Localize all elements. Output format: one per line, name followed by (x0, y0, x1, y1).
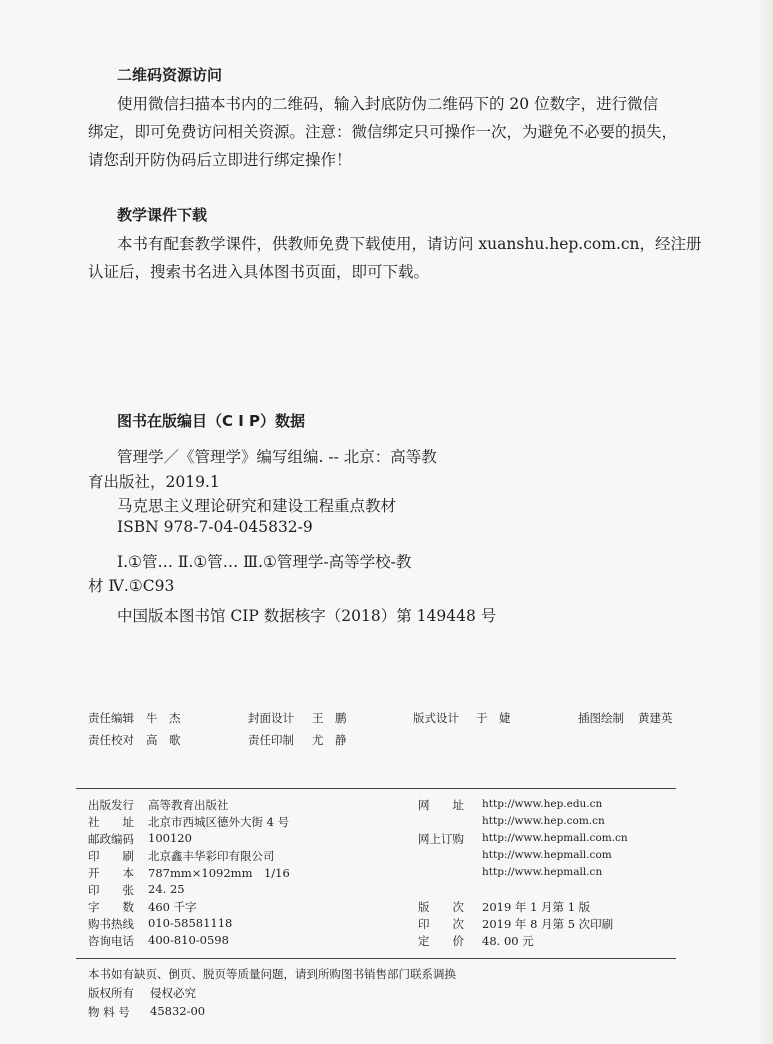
pub-web-label: 网 址 (418, 798, 464, 812)
pub-label: 邮政编码 (88, 832, 134, 846)
pub-label: 字 数 (88, 900, 134, 914)
page-edge-shadow (760, 0, 773, 1044)
pub-label: 咨询电话 (88, 934, 134, 948)
pub-label: 开 本 (88, 866, 134, 880)
cip-approval: 中国版本图书馆 CIP 数据核字（2018）第 149448 号 (117, 607, 497, 625)
qr-heading: 二维码资源访问 (117, 66, 223, 84)
credit-role: 版式设计 (413, 711, 459, 725)
qr-line-1: 使用微信扫描本书内的二维码，输入封底防伪二维码下的 20 位数字，进行微信 (117, 95, 659, 113)
pub-order-url: http://www.hepmall.com (482, 849, 612, 861)
pub-price-label: 定 价 (418, 934, 464, 948)
pub-value: 400-810-0598 (148, 933, 229, 947)
pub-value: 787mm×1092mm 1/16 (148, 866, 290, 880)
pub-order-url: http://www.hepmall.com.cn (482, 832, 628, 844)
pub-value: 460 千字 (148, 900, 197, 914)
pub-printing: 2019 年 8 月第 5 次印刷 (482, 917, 614, 931)
pub-value: 北京市西城区德外大街 4 号 (148, 815, 290, 829)
cip-line-1: 管理学／《管理学》编写组编. -- 北京：高等教 (117, 448, 437, 466)
credit-name: 于 婕 (476, 711, 511, 725)
cip-line-3: 马克思主义理论研究和建设工程重点教材 (117, 497, 397, 515)
material-number: 45832-00 (150, 1004, 206, 1018)
pub-order-url: http://www.hepmall.cn (482, 866, 603, 878)
pub-price: 48. 00 元 (482, 934, 534, 948)
credit-role: 责任编辑 (88, 711, 134, 725)
pub-web-url: http://www.hep.edu.cn (482, 798, 603, 810)
credit-name: 高 歌 (146, 733, 181, 747)
pub-edition: 2019 年 1 月第 1 版 (482, 900, 591, 914)
cip-isbn: ISBN 978-7-04-045832-9 (117, 518, 313, 536)
credit-name: 尤 静 (312, 733, 347, 747)
pub-order-label: 网上订购 (418, 832, 464, 846)
qr-line-2: 绑定，即可免费访问相关资源。注意：微信绑定只可操作一次，为避免不必要的损失， (88, 123, 678, 141)
pub-label: 社 址 (88, 815, 134, 829)
pub-label: 购书热线 (88, 917, 134, 931)
pub-printing-label: 印 次 (418, 917, 464, 931)
cip-class-line-2: 材 Ⅳ.①C93 (88, 577, 175, 595)
pub-value: 100120 (148, 831, 192, 845)
pub-value: 010-58581118 (148, 916, 233, 930)
rights-text: 侵权必究 (150, 986, 196, 1000)
divider-top (76, 788, 676, 789)
courseware-line-2: 认证后，搜索书名进入具体图书页面，即可下载。 (88, 263, 430, 281)
courseware-heading: 教学课件下载 (117, 206, 208, 224)
credit-role: 责任印制 (248, 733, 294, 747)
credit-role: 封面设计 (248, 711, 294, 725)
pub-value: 高等教育出版社 (148, 798, 229, 812)
courseware-line-1: 本书有配套教学课件，供教师免费下载使用，请访问 xuanshu.hep.com.cn，经注册 (117, 235, 702, 253)
pub-label: 印 张 (88, 883, 134, 897)
pub-edition-label: 版 次 (418, 900, 464, 914)
pub-web-url: http://www.hep.com.cn (482, 815, 605, 827)
credit-role: 插图绘制 (578, 711, 624, 725)
cip-line-2: 育出版社，2019.1 (88, 473, 220, 491)
pub-label: 印 刷 (88, 849, 134, 863)
pub-value: 24. 25 (148, 882, 185, 896)
cip-heading: 图书在版编目（C I P）数据 (117, 412, 306, 430)
credit-name: 王 鹏 (312, 711, 347, 725)
qr-line-3: 请您刮开防伪码后立即进行绑定操作！ (88, 151, 352, 169)
divider-bottom (76, 958, 676, 959)
pub-value: 北京鑫丰华彩印有限公司 (148, 849, 275, 863)
rights-label: 版权所有 (88, 986, 134, 1000)
credit-name: 黄建英 (638, 711, 673, 725)
credit-role: 责任校对 (88, 733, 134, 747)
credit-name: 牛 杰 (146, 711, 181, 725)
material-label: 物 料 号 (88, 1005, 130, 1019)
pub-label: 出版发行 (88, 798, 134, 812)
quality-notice: 本书如有缺页、倒页、脱页等质量问题，请到所购图书销售部门联系调换 (88, 967, 456, 981)
cip-class-line-1: Ⅰ.①管… Ⅱ.①管… Ⅲ.①管理学-高等学校-教 (117, 553, 412, 571)
